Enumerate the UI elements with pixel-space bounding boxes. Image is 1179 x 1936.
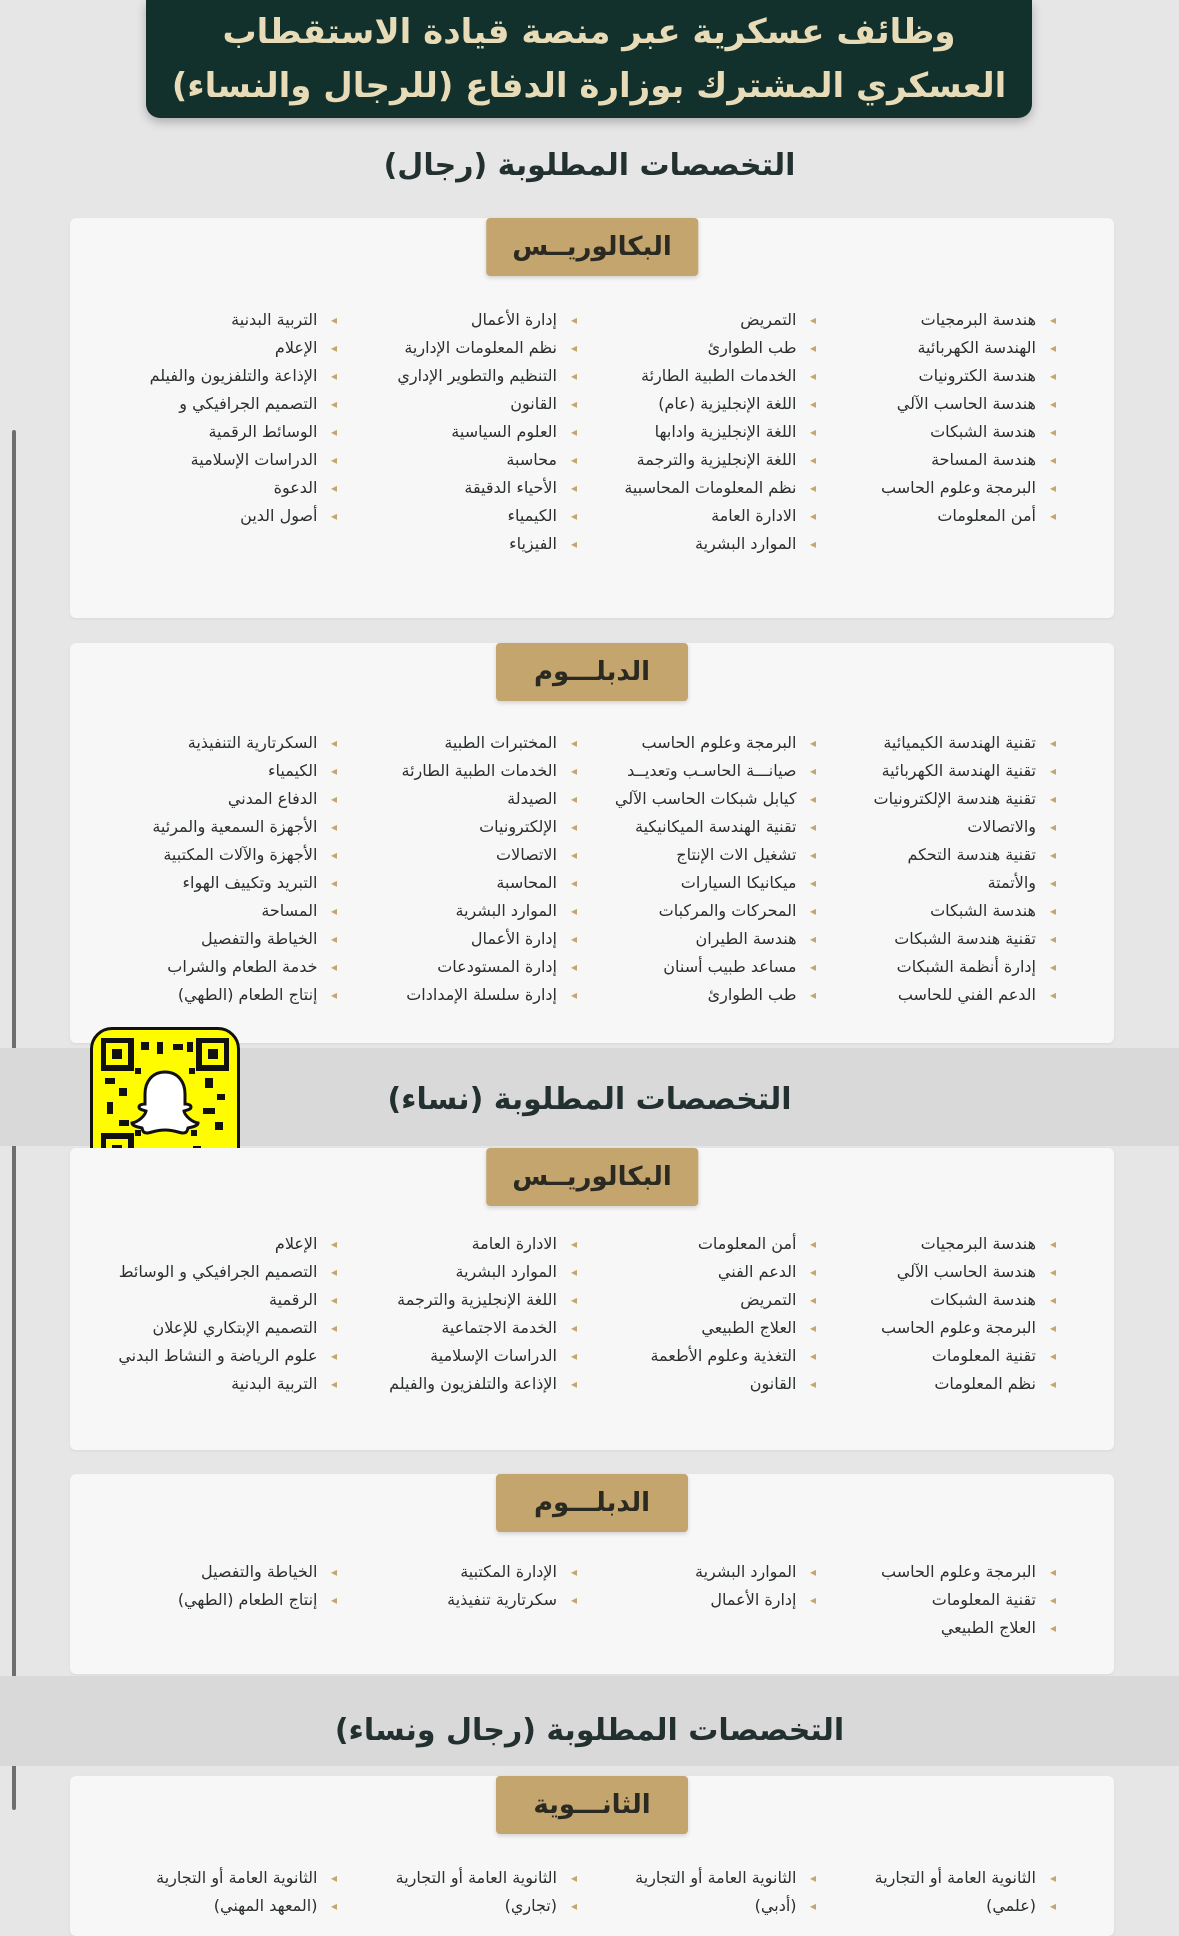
both-secondary-label: الثانـــوية xyxy=(496,1776,688,1834)
men-bachelor-label: البكالوريــس xyxy=(486,218,698,276)
specialty-item: ▸ التربية البدنية xyxy=(100,306,340,334)
specialty-item: ▸ صيانـــة الحاسـب وتعديــد xyxy=(579,757,819,785)
both-heading: التخصصات المطلوبة (رجال ونساء) xyxy=(334,1713,845,1748)
specialty-item: ▸ تقنية المعلومات xyxy=(819,1586,1059,1614)
women-bachelor-label: البكالوريــس xyxy=(486,1148,698,1206)
specialty-item: ▸ الإلكترونيات xyxy=(340,813,580,841)
specialty-item: ▸ التبريد وتكييف الهواء xyxy=(100,869,340,897)
specialty-item: ▸ إدارة المستودعات xyxy=(340,953,580,981)
specialty-item: ▸ التمريض xyxy=(579,306,819,334)
specialty-item: ▸ هندسة الحاسب الآلي xyxy=(819,1258,1059,1286)
specialty-column xyxy=(340,729,580,1009)
specialty-item: ▸ الصيدلة xyxy=(340,785,580,813)
specialty-item: ▸ طب الطوارئ xyxy=(579,334,819,362)
specialty-item: ▸ التمريض xyxy=(579,1286,819,1314)
specialty-item: ▸ الإعلام xyxy=(100,334,340,362)
women-heading: التخصصات المطلوبة (نساء) xyxy=(387,1082,792,1117)
specialty-item: ▸ البرمجة وعلوم الحاسب xyxy=(819,474,1059,502)
specialty-item: ▸ تقنية الهندسة الكيميائية xyxy=(819,729,1059,757)
specialty-item: ▸ الأحياء الدقيقة xyxy=(340,474,580,502)
specialty-item: ▸ القانون xyxy=(579,1370,819,1398)
specialty-item: ▸ كيابل شبكات الحاسب الآلي xyxy=(579,785,819,813)
specialty-item: ▸ نظم المعلومات xyxy=(819,1370,1059,1398)
specialty-item: ▸ هندسة الحاسب الآلي xyxy=(819,390,1059,418)
specialty-item: ▸ اللغة الإنجليزية والترجمة xyxy=(579,446,819,474)
specialty-item: ▸ التربية البدنية xyxy=(100,1370,340,1398)
specialty-item: ▸ ميكانيكا السيارات xyxy=(579,869,819,897)
specialty-item: ▸ العلاج الطبيعي xyxy=(579,1314,819,1342)
specialty-item: ▸ العلوم السياسية xyxy=(340,418,580,446)
specialty-item: ▸ (تجاري) xyxy=(340,1892,580,1920)
specialty-item: ▸ الدعم الفني للحاسب xyxy=(819,981,1059,1009)
specialty-item: ▸ اللغة الإنجليزية (عام) xyxy=(579,390,819,418)
specialty-item: ▸ إنتاج الطعام (الطهي) xyxy=(100,1586,340,1614)
specialty-item: ▸ تقنية المعلومات xyxy=(819,1342,1059,1370)
specialty-item: ▸ الثانوية العامة أو التجارية xyxy=(579,1864,819,1892)
specialty-item: ▸ الموارد البشرية xyxy=(579,530,819,558)
specialty-item: ▸ (علمي) xyxy=(819,1892,1059,1920)
specialty-column xyxy=(100,306,340,558)
specialty-item: ▸ هندسة الشبكات xyxy=(819,418,1059,446)
specialty-item: ▸ السكرتارية التنفيذية xyxy=(100,729,340,757)
specialty-item: ▸ الرقمية xyxy=(100,1286,340,1314)
specialty-item: ▸ الكيمياء xyxy=(100,757,340,785)
specialty-item: ▸ مساعد طبيب أسنان xyxy=(579,953,819,981)
specialty-item: ▸ تقنية الهندسة الميكانيكية xyxy=(579,813,819,841)
women-diploma-columns xyxy=(70,1558,1114,1642)
specialty-column xyxy=(100,1864,340,1920)
specialty-item: ▸ المختبرات الطبية xyxy=(340,729,580,757)
specialty-item: ▸ هندسة البرمجيات xyxy=(819,1230,1059,1258)
specialty-item: ▸ الإعلام xyxy=(100,1230,340,1258)
specialty-item: ▸ إدارة أنظمة الشبكات xyxy=(819,953,1059,981)
specialty-item: ▸ التغذية وعلوم الأطعمة xyxy=(579,1342,819,1370)
specialty-item: ▸ الفيزياء xyxy=(340,530,580,558)
men-diploma-label: الدبلـــوم xyxy=(496,643,688,701)
specialty-item: ▸ الثانوية العامة أو التجارية xyxy=(819,1864,1059,1892)
specialty-item: ▸ تقنية هندسة الإلكترونيات xyxy=(819,785,1059,813)
specialty-item: ▸ اللغة الإنجليزية وادابها xyxy=(579,418,819,446)
specialty-item: ▸ الخياطة والتفصيل xyxy=(100,925,340,953)
specialty-item: ▸ هندسة الكترونيات xyxy=(819,362,1059,390)
specialty-item: ▸ الإدارة المكتبية xyxy=(340,1558,580,1586)
specialty-item: ▸ والاتصالات xyxy=(819,813,1059,841)
specialty-item: ▸ (المعهد المهني) xyxy=(100,1892,340,1920)
specialty-item: ▸ تقنية هندسة التحكم xyxy=(819,841,1059,869)
both-secondary-card xyxy=(70,1776,1114,1936)
specialty-column xyxy=(579,306,819,558)
specialty-item: ▸ الادارة العامة xyxy=(340,1230,580,1258)
specialty-column xyxy=(819,1558,1059,1642)
specialty-item: ▸ الدفاع المدني xyxy=(100,785,340,813)
specialty-item: ▸ الأجهزة السمعية والمرئية xyxy=(100,813,340,841)
specialty-item: ▸ الهندسة الكهربائية xyxy=(819,334,1059,362)
specialty-item: ▸ الكيمياء xyxy=(340,502,580,530)
specialty-item: ▸ الخدمات الطبية الطارئة xyxy=(340,757,580,785)
specialty-item: ▸ علوم الرياضة و النشاط البدني xyxy=(100,1342,340,1370)
specialty-item: ▸ نظم المعلومات الإدارية xyxy=(340,334,580,362)
specialty-column xyxy=(579,1558,819,1642)
women-bachelor-columns xyxy=(70,1230,1114,1398)
women-diploma-card xyxy=(70,1474,1114,1674)
specialty-item: ▸ أمن المعلومات xyxy=(579,1230,819,1258)
specialty-column xyxy=(340,306,580,558)
specialty-item: ▸ طب الطوارئ xyxy=(579,981,819,1009)
specialty-item: ▸ هندسة الطيران xyxy=(579,925,819,953)
specialty-item: ▸ الدراسات الإسلامية xyxy=(100,446,340,474)
both-secondary-columns xyxy=(70,1864,1114,1920)
specialty-item: ▸ الخدمة الاجتماعية xyxy=(340,1314,580,1342)
specialty-item: ▸ إدارة الأعمال xyxy=(340,925,580,953)
specialty-item: ▸ الأجهزة والآلات المكتبية xyxy=(100,841,340,869)
specialty-item: ▸ الادارة العامة xyxy=(579,502,819,530)
specialty-item: ▸ هندسة البرمجيات xyxy=(819,306,1059,334)
specialty-item: ▸ إدارة سلسلة الإمدادات xyxy=(340,981,580,1009)
specialty-item: ▸ الدعوة xyxy=(100,474,340,502)
specialty-column xyxy=(100,729,340,1009)
specialty-column xyxy=(100,1558,340,1642)
specialty-item: ▸ نظم المعلومات المحاسبية xyxy=(579,474,819,502)
specialty-item: ▸ الخياطة والتفصيل xyxy=(100,1558,340,1586)
specialty-item: ▸ هندسة الشبكات xyxy=(819,1286,1059,1314)
qr-code-graphic xyxy=(101,1038,229,1166)
specialty-column xyxy=(579,1230,819,1398)
header-title-line-1: وظائف عسكرية عبر منصة قيادة الاستقطاب xyxy=(222,12,956,52)
specialty-item: ▸ تقنية هندسة الشبكات xyxy=(819,925,1059,953)
specialty-item: ▸ القانون xyxy=(340,390,580,418)
specialty-item: ▸ الثانوية العامة أو التجارية xyxy=(340,1864,580,1892)
specialty-item: ▸ هندسة الشبكات xyxy=(819,897,1059,925)
specialty-column xyxy=(340,1230,580,1398)
specialty-column xyxy=(340,1864,580,1920)
specialty-item: ▸ سكرتارية تنفيذية xyxy=(340,1586,580,1614)
specialty-item: ▸ التصميم الجرافيكي و الوسائط xyxy=(100,1258,340,1286)
specialty-item: ▸ الثانوية العامة أو التجارية xyxy=(100,1864,340,1892)
specialty-item: ▸ الاتصالات xyxy=(340,841,580,869)
specialty-item: ▸ المساحة xyxy=(100,897,340,925)
specialty-item: ▸ إدارة الأعمال xyxy=(340,306,580,334)
specialty-item: ▸ الموارد البشرية xyxy=(579,1558,819,1586)
specialty-column xyxy=(100,1230,340,1398)
specialty-item: ▸ هندسة المساحة xyxy=(819,446,1059,474)
specialty-item: ▸ البرمجة وعلوم الحاسب xyxy=(579,729,819,757)
specialty-column xyxy=(819,1864,1059,1920)
specialty-item: ▸ البرمجة وعلوم الحاسب xyxy=(819,1558,1059,1586)
specialty-item: ▸ الدعم الفني xyxy=(579,1258,819,1286)
women-diploma-label: الدبلـــوم xyxy=(496,1474,688,1532)
women-bachelor-card xyxy=(70,1148,1114,1450)
specialty-item: ▸ إدارة الأعمال xyxy=(579,1586,819,1614)
men-bachelor-columns xyxy=(70,306,1114,558)
specialty-item: ▸ أصول الدين xyxy=(100,502,340,530)
specialty-item: ▸ المحاسبة xyxy=(340,869,580,897)
specialty-item: ▸ إنتاج الطعام (الطهي) xyxy=(100,981,340,1009)
men-bachelor-card xyxy=(70,218,1114,618)
specialty-item: ▸ محاسبة xyxy=(340,446,580,474)
men-diploma-columns xyxy=(70,729,1114,1009)
specialty-item: ▸ الإذاعة والتلفزيون والفيلم xyxy=(340,1370,580,1398)
specialty-column xyxy=(819,729,1059,1009)
specialty-item: ▸ اللغة الإنجليزية والترجمة xyxy=(340,1286,580,1314)
specialty-item: ▸ تقنية الهندسة الكهربائية xyxy=(819,757,1059,785)
specialty-item: ▸ الدراسات الإسلامية xyxy=(340,1342,580,1370)
specialty-column xyxy=(819,1230,1059,1398)
specialty-column xyxy=(819,306,1059,558)
specialty-item: ▸ التصميم الإبتكاري للإعلان xyxy=(100,1314,340,1342)
specialty-item: ▸ (أدبي) xyxy=(579,1892,819,1920)
page-header xyxy=(146,0,1032,118)
specialty-item: ▸ الخدمات الطبية الطارئة xyxy=(579,362,819,390)
specialty-item: ▸ التصميم الجرافيكي و xyxy=(100,390,340,418)
specialty-item: ▸ البرمجة وعلوم الحاسب xyxy=(819,1314,1059,1342)
specialty-item: ▸ الموارد البشرية xyxy=(340,1258,580,1286)
header-title-line-2: العسكري المشترك بوزارة الدفاع (للرجال والنساء) xyxy=(171,66,1007,106)
specialty-item: ▸ الموارد البشرية xyxy=(340,897,580,925)
specialty-item: ▸ التنظيم والتطوير الإداري xyxy=(340,362,580,390)
specialty-column xyxy=(579,1864,819,1920)
specialty-item: ▸ الوسائط الرقمية xyxy=(100,418,340,446)
specialty-item: ▸ المحركات والمركبات xyxy=(579,897,819,925)
specialty-column xyxy=(579,729,819,1009)
specialty-item: ▸ خدمة الطعام والشراب xyxy=(100,953,340,981)
specialty-column xyxy=(340,1558,580,1642)
specialty-item: ▸ والأتمتة xyxy=(819,869,1059,897)
specialty-item: ▸ الإذاعة والتلفزيون والفيلم xyxy=(100,362,340,390)
specialty-item: ▸ أمن المعلومات xyxy=(819,502,1059,530)
specialty-item: ▸ تشغيل الات الإنتاج xyxy=(579,841,819,869)
men-heading: التخصصات المطلوبة (رجال) xyxy=(383,148,796,183)
specialty-item: ▸ العلاج الطبيعي xyxy=(819,1614,1059,1642)
men-diploma-card xyxy=(70,643,1114,1043)
